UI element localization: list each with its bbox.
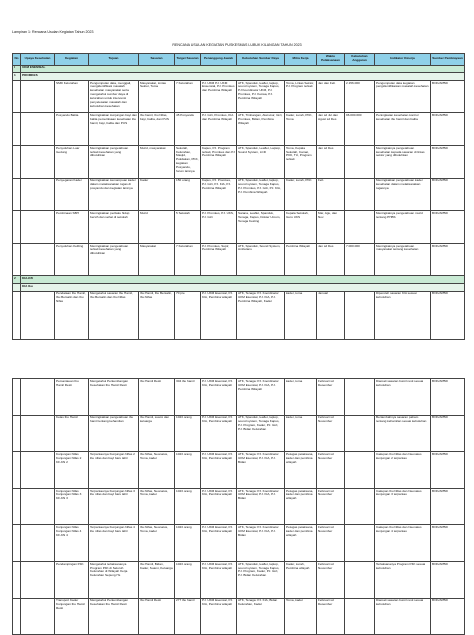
cell-waktu: Februari sd Desember [317, 379, 345, 416]
cell-kegiatan: Pendampingan P4K [55, 561, 89, 598]
cell-mitra: Toma, Lintas Sektor, PJ. Program terkait [285, 80, 317, 113]
cell-mitra: Petugas pelaksana, kader dan pembina wilayah [285, 525, 317, 562]
cell-waktu: Februari sd November [317, 415, 345, 452]
cell-sumber-daya: Sarana, Leaflet, Spanduk, Tenaga, Kapus, Dokter Umum, Tenaga Kesling [237, 211, 285, 244]
cell-target: 45 Posyandu [175, 113, 201, 146]
cell-tujuan: Meningkatkan pengetahuan terkait kesehatan yang dibutuhkan [89, 145, 139, 178]
cell-indikator: Pengumpulan data kegiatan pengidentifikasian masalah kesehatan [375, 80, 431, 113]
cell-upaya [21, 525, 55, 562]
cell-indikator: Bertambahnya sasaran paham tentang kehamilan sesuai kebutuhan [375, 415, 431, 452]
cell-indikator: Diamati sasaran bumil resti sesuai kebutuhan [375, 379, 431, 416]
section-row [13, 276, 465, 284]
cell-tujuan: Meningkatkan kemampuan kader dalam melaksanakan tugas di posyandu dan kegiatan lainnya [89, 178, 139, 211]
cell-mitra: Kader, Lurah, Pembina wilayah [285, 561, 317, 598]
cell-waktu: Februari sd November [317, 452, 345, 489]
cell-sumber-daya: ATK, Tenaga: PJ. Koordinator UKM Esensial, PJ. KIA, PJ. Bidan [237, 488, 285, 525]
cell-pj: PJ. Promkes, Supir, Pembina Wilayah [201, 243, 237, 276]
cell-anggaran [345, 598, 375, 635]
cell-indikator: Meningkatkan pengetahuan kader kesehatan dalam melaksanakan tugasnya [375, 178, 431, 211]
table-row [13, 80, 465, 113]
cell-sumber-daya: ATK, Tenaga: PJ. KIA, Bidan Kelurahan, Kader [237, 598, 285, 635]
cell-target: Sekolah, Kelurahan, Masjid, Pokdakan, PKK, kegiatan Posyandu, forum lainnya [175, 145, 201, 178]
cell-mitra: Kepala Sekolah, Guru UKS [285, 211, 317, 244]
cell-no [13, 243, 21, 276]
cell-pj: PJ. UKM Esensial, PJ. KIA, Pembina wilayah [201, 452, 237, 489]
plan-table-page-2 [12, 378, 465, 635]
header-cell: Tujuan [89, 54, 139, 66]
cell-upaya [21, 598, 55, 635]
cell-no [13, 379, 21, 416]
cell-tujuan: Mengetahui sasaran Ibu Hamil, Ibu Bersalin dan Ibu Nifas [89, 291, 139, 340]
cell-mitra: Kader, Lurah, PKK, Toma [285, 113, 317, 146]
cell-kegiatan: Kunjungan Nifas Kunjungan Nifas 2 KF-KN 2 [55, 452, 89, 489]
cell-upaya [21, 291, 55, 340]
cell-pj: PJ. Gizi, Promkes, KIA dan Pembina Wilayah [201, 113, 237, 146]
cell-anggaran: 2.156.000 [345, 80, 375, 113]
cell-kegiatan: Transport Kader Kunjungan Ibu Hamil Resti [55, 598, 89, 635]
cell-sasaran: Masyarakat, Lintas Sektor, Toma [139, 80, 175, 113]
header-cell: Upaya Kesehatan [21, 54, 55, 66]
header-cell: Penanggung Jawab [201, 54, 237, 66]
cell-target: 7 Kelurahan [175, 243, 201, 276]
cell-indikator: Meningkatnya pengetahuan masyarakat tentang kesehatan [375, 243, 431, 276]
cell-sumber-daya: ATK, Spanduk, Leaflet, Laptop, Sound System, LCD [237, 145, 285, 178]
cell-mitra: kader, toma [285, 379, 317, 416]
cell-kegiatan: Kelas Ibu Hamil [55, 415, 89, 452]
subsection-row [13, 73, 465, 81]
cell-anggaran [345, 145, 375, 178]
header-cell: Kebutuhan Sumber Daya [237, 54, 285, 66]
cell-target: 1023 orang [175, 452, 201, 489]
cell-anggaran [345, 452, 375, 489]
cell-sasaran: Masyarakat [139, 243, 175, 276]
section-number: 2 [13, 276, 21, 284]
cell-waktu: Januari [317, 291, 345, 340]
cell-waktu: Jan sd Des [317, 145, 345, 178]
table-row [13, 379, 465, 416]
cell-waktu: Februari sd November [317, 488, 345, 525]
header-cell: No [13, 54, 21, 66]
cell-anggaran: 96.000.000 [345, 113, 375, 146]
kia-rows [13, 291, 465, 340]
table-row [13, 598, 465, 635]
cell-sasaran: Ibu Nifas, Neonatus, Toma, kader [139, 452, 175, 489]
cell-upaya [21, 178, 55, 211]
header-cell: Kegiatan [55, 54, 89, 66]
section-label: KIA Ibu [21, 283, 465, 291]
cell-target: 7 Kelurahan [175, 80, 201, 113]
cell-indikator: Terlaksananya Program P4K sesuai kebutuhan [375, 561, 431, 598]
cell-no [13, 525, 21, 562]
cell-kegiatan: Penyuluhan Luar Gedung [55, 145, 89, 178]
cell-waktu: Jan sd Des [317, 243, 345, 276]
cell-anggaran [345, 561, 375, 598]
cell-target: 1023 orang [175, 525, 201, 562]
cell-target: 150 orang [175, 178, 201, 211]
cell-pembiayaan: BOK/APBD [431, 113, 465, 146]
cell-anggaran [345, 488, 375, 525]
cell-kegiatan: Kunjungan Nifas Kunjungan Nifas 4 KF-KN 4 [55, 525, 89, 562]
cell-no [13, 113, 21, 146]
cell-target: 304 ibu hamil [175, 379, 201, 416]
header-cell: Sasaran [139, 54, 175, 66]
cell-pj: PJ. UKM Esensial, PJ. KIA, Pembina wilayah [201, 561, 237, 598]
cell-pj: PJ. UKM Esensial, PJ. KIA, Pembina wilayah [201, 598, 237, 635]
table-row [13, 415, 465, 452]
cell-no [13, 415, 21, 452]
cell-kegiatan: Pendataan Ibu Hamil, Ibu Bersalin dan Ibu Nifas [55, 291, 89, 340]
cell-no [13, 598, 21, 635]
cell-mitra: Toma, kader [285, 598, 317, 635]
plan-table-page-1 [12, 53, 465, 340]
cell-pembiayaan: BOK/APBD [431, 80, 465, 113]
cell-upaya [21, 113, 55, 146]
cell-sumber-daya: ATK, Tenaga: PJ. Koordinator UKM Esensial, PJ. KIA, PJ. Pembina Wilayah, Kader [237, 291, 285, 340]
cell-sumber-daya: ATK, Tenaga: PJ. Koordinator UKM Esensial, PJ. KIA, PJ. Pembina Wilayah [237, 379, 285, 416]
cell-no [13, 291, 21, 340]
cell-anggaran [345, 211, 375, 244]
cell-indikator: Diamati sasaran bumil resti sesuai kebutuhan [375, 598, 431, 635]
cell-mitra: Pembina Wilayah [285, 243, 317, 276]
cell-pj: PJ. UKM Esensial, PJ. KIA, Pembina wilayah [201, 379, 237, 416]
cell-anggaran [345, 178, 375, 211]
cell-sasaran: Murid, masyarakat [139, 145, 175, 178]
cell-pj: Kapus, PJ. Promkes, PJ. Gizi, PJ. KIA, PJ. Pembina Wilayah [201, 178, 237, 211]
cell-upaya [21, 561, 55, 598]
cell-sumber-daya: ATK, Spanduk, leaflet, laptop, sound system, Tenaga Kapus, PJ Koordinator UKM, PJ. Promkes, PJ. Keswa, PJ. Pembina Wilayah [237, 80, 285, 113]
cell-kegiatan: Pembinaan SBH [55, 211, 89, 244]
cell-indikator: Cakupan Ibu Nifas dan Neonatus kunjungan 4 terpantau [375, 525, 431, 562]
cell-pembiayaan: BOK/APBD [431, 211, 465, 244]
cell-waktu: Jan sd Jul dan Agust sd Des [317, 113, 345, 146]
cell-kegiatan: Kunjungan Nifas Kunjungan Nifas 3 KF-KN 3 [55, 488, 89, 525]
cell-anggaran [345, 291, 375, 340]
cell-sasaran: Ibu hamil, Ibu Nifas, bayi, balita, dan PUS [139, 113, 175, 146]
table-row [13, 488, 465, 525]
cell-tujuan: Mengetahui Perkembangan Kesehatan Ibu Hamil Resti [89, 598, 139, 635]
cell-indikator: Cakupan Ibu Nifas dan Neonatus kunjungan 2 terpantau [375, 452, 431, 489]
cell-no [13, 452, 21, 489]
cell-waktu: Jan dan Feb [317, 80, 345, 113]
cell-target: 1023 orang [175, 561, 201, 598]
cell-tujuan: Terpantaunya Kunjungan Nifas 2 ibu nifas dan bayi baru lahir [89, 452, 139, 489]
cell-sasaran: Ibu Hamil, suami dan keluarga [139, 415, 175, 452]
cell-pj: PJ. UKM Esensial, PJ. KIA, Pembina wilayah [201, 525, 237, 562]
cell-indikator: Meningkatnya pengetahuan murid tentang PHBS [375, 211, 431, 244]
header-cell: Target Sasaran [175, 54, 201, 66]
cell-pembiayaan: BOK/APBD [431, 561, 465, 598]
cell-kegiatan: Penyuluhan Keliling [55, 243, 89, 276]
cell-tujuan: Mengetahui Perkembangan Kesehatan Ibu Hamil Resti [89, 379, 139, 416]
cell-pj: PJ. UKM Esensial, PJ. KIA, Pembina wilayah [201, 291, 237, 340]
cell-kegiatan: Posyandu Balita [55, 113, 89, 146]
cell-pj: PJ. UKM Esensial, PJ. KIA, Pembina wilayah [201, 415, 237, 452]
cell-sasaran: Ibu Hamil, Bidan, Kader, Suami, Keluarga [139, 561, 175, 598]
cell-anggaran [345, 415, 375, 452]
table-header-row [13, 54, 465, 66]
cell-no [13, 80, 21, 113]
cell-sasaran: Kader [139, 178, 175, 211]
cell-sasaran: Ibu Hamil Resti [139, 379, 175, 416]
cell-pembiayaan: BOK/APBD [431, 145, 465, 178]
cell-waktu: Feb [317, 178, 345, 211]
cell-sasaran: Ibu Nifas, Neonatus, Toma, kader [139, 488, 175, 525]
cell-no [13, 211, 21, 244]
table-row [13, 145, 465, 178]
cell-indikator: Cakupan Ibu Nifas dan Neonatus kunjungan 3 terpantau [375, 488, 431, 525]
cell-sasaran: Ibu Hamil, Ibu Bersalin, Ibu Nifas [139, 291, 175, 340]
cell-upaya [21, 415, 55, 452]
cell-waktu: Februari sd November [317, 561, 345, 598]
subsection-row [13, 283, 465, 291]
table-row [13, 525, 465, 562]
cell-indikator: Meningkatnya pengetahuan kesehatan kepada sasaran di lintas sektor yang dibutuhkan [375, 145, 431, 178]
cell-sumber-daya: ATK, Spanduk, leaflet, laptop, sound system, Tenaga Kapus, PJ. Program, Kader, PJ. Gizi, PJ. Bidan Kelurahan [237, 561, 285, 598]
cell-indikator: Peningkatan kesehatan kontrol kesehatan ibu hamil dan balita [375, 113, 431, 146]
cell-mitra: Petugas pelaksana, kader dan pembina wilayah [285, 488, 317, 525]
cell-pembiayaan: BOK/APBD [431, 291, 465, 340]
cell-no [13, 145, 21, 178]
cell-kegiatan: Pemantauan Ibu Hamil Resti [55, 379, 89, 416]
cell-upaya [21, 211, 55, 244]
cell-target: 70 pre [175, 291, 201, 340]
cell-upaya [21, 145, 55, 178]
cell-pj: Kapus, PJ. Program terkait, Promkes dan PJ Pembina Wilayah [201, 145, 237, 178]
table-row [13, 561, 465, 598]
cell-pj: PJ. UKM PJ. UKM Essensial, PJ. Promkes dan Pembina Wilayah [201, 80, 237, 113]
cell-sumber-daya: ATK, Spanduk, leaflet, laptop, sound system, Tenaga Kapus, PJ. Promkes, PJ. Gizi, PJ. KIA, PJ. Pembina Wilayah [237, 178, 285, 211]
cell-sasaran: Ibu Hamil Resti [139, 598, 175, 635]
cell-tujuan: Meningkatkan kunjungan bayi dan balita pemeriksaan kesehatan ibu hamil, bayi, balita dan PUS [89, 113, 139, 146]
section-number: I [13, 65, 21, 73]
section-number [13, 283, 21, 291]
cell-pembiayaan: BOK/APBD [431, 415, 465, 452]
cell-mitra: kader, toma [285, 415, 317, 452]
cell-mitra: Kader, Lurah, PKK [285, 178, 317, 211]
cell-pembiayaan: BOK/APBD [431, 379, 465, 416]
cell-pembiayaan: BOK/APBD [431, 525, 465, 562]
section-row [13, 65, 465, 73]
cell-sumber-daya: ATK, Tenaga: PJ. Koordinator UKM Esensial, PJ. KIA, PJ. Bidan [237, 452, 285, 489]
cell-target: 1023 orang [175, 415, 201, 452]
cell-kegiatan: Penyegaran Kader [55, 178, 89, 211]
cell-sumber-daya: ATK, Spanduk, Sound System, Ambulans [237, 243, 285, 276]
cell-pembiayaan: BOK/APBD [431, 452, 465, 489]
table-row [13, 243, 465, 276]
header-cell: Waktu Pelaksanaan [317, 54, 345, 66]
cell-upaya [21, 452, 55, 489]
cell-tujuan: Terpantaunya Kunjungan Nifas 4 ibu nifas dan bayi baru lahir [89, 525, 139, 562]
section-label: UKM ESENSIAL [21, 65, 465, 73]
promkes-rows [13, 80, 465, 276]
cell-mitra: kader, toma [285, 291, 317, 340]
header-cell: Mitra Kerja [285, 54, 317, 66]
cell-target: 1023 orang [175, 488, 201, 525]
cell-mitra: Toma, Kepala Sekolah, Camat, PKK, TU, Program terkait [285, 145, 317, 178]
attachment-label: Lampiran 1: Rencana Usulan Kegiatan Tahun 2023 [12, 30, 94, 34]
table-row [13, 211, 465, 244]
cell-sumber-daya: ATK, Spanduk, leaflet, laptop, sound system, Tenaga Kapus, PJ. Program, Kader, PJ. Gizi, PJ. Bidan Kelurahan [237, 415, 285, 452]
cell-waktu: Februari sd November [317, 525, 345, 562]
cell-pembiayaan: BOK/APBD [431, 178, 465, 211]
table-row [13, 291, 465, 340]
cell-tujuan: Mengetahui terlaksananya Program P4K di Seluruh Kelurahan di Wilayah Kerja Kelurahan Sepung Hs [89, 561, 139, 598]
cell-upaya [21, 488, 55, 525]
table-row [13, 113, 465, 146]
cell-waktu: Februari sd Desember [317, 598, 345, 635]
section-label: KIA-KB [21, 276, 465, 284]
cell-anggaran [345, 379, 375, 416]
cell-kegiatan: SMD Kelurahan [55, 80, 89, 113]
cell-anggaran [345, 525, 375, 562]
cell-pj: PJ. Promkes, PJ. UKS, PJ. Gizi [201, 211, 237, 244]
cell-pembiayaan: BOK/APBD [431, 243, 465, 276]
header-cell: Indikator Kinerja [375, 54, 431, 66]
document-title: RENCANA USULAN KEGIATAN PUSKESMAS LUBUK KILANGAN TAHUN 2023 [172, 43, 302, 47]
cell-pj: PJ. UKM Esensial, PJ. KIA, Pembina wilayah [201, 488, 237, 525]
cell-target: 277 ibu hamil [175, 598, 201, 635]
cell-pembiayaan: BOK/APBD [431, 598, 465, 635]
table-row [13, 178, 465, 211]
cell-upaya [21, 379, 55, 416]
kia-rows-continued [13, 379, 465, 635]
header-cell: Kebutuhan Anggaran [345, 54, 375, 66]
cell-sumber-daya: ATK, Tenaga: PJ. Koordinator UKM Esensial, PJ. KIA, PJ. Bidan [237, 525, 285, 562]
cell-no [13, 561, 21, 598]
cell-tujuan: Pengumpulan data, menggali, mengidentifikasi masalah kesehatan masyarakat serta mengetahui sumber daya di kelurahan untuk intervensi penyelesaian masalah dan kebutuhan kesehatan [89, 80, 139, 113]
cell-pembiayaan: BOK/APBD [431, 488, 465, 525]
cell-sasaran: Ibu Nifas, Neonatus, Toma, kader [139, 525, 175, 562]
cell-sumber-daya: ATK, Timbangan, Alat ukur, Gizi, Promkes, Bidan, Pembina Wilayah [237, 113, 285, 146]
cell-no [13, 178, 21, 211]
cell-upaya [21, 243, 55, 276]
cell-no [13, 488, 21, 525]
cell-sasaran: Murid [139, 211, 175, 244]
cell-tujuan: Meningkatkan pengetahuan terkait kesehatan yang dibutuhkan [89, 243, 139, 276]
cell-anggaran: 7.000.000 [345, 243, 375, 276]
cell-target: 5 Sekolah [175, 211, 201, 244]
table-row [13, 452, 465, 489]
cell-mitra: Petugas pelaksana, kader dan pembina wilayah [285, 452, 317, 489]
cell-indikator: Diperoleh sasaran KIA sesuai kebutuhan [375, 291, 431, 340]
cell-waktu: Mar, Agu, dan Nov [317, 211, 345, 244]
header-cell: Sumber Pembiayaan [431, 54, 465, 66]
cell-tujuan: Terpantaunya Kunjungan Nifas 3 ibu nifas dan bayi baru lahir [89, 488, 139, 525]
cell-tujuan: Meningkatkan pengetahuan ibu hamil tentang kehamilan [89, 415, 139, 452]
cell-tujuan: Meningkatkan perilaku hidup bersih dan sehat di sekolah [89, 211, 139, 244]
section-label: PROMKES [21, 73, 465, 81]
cell-upaya [21, 80, 55, 113]
section-number: 1 [13, 73, 21, 81]
